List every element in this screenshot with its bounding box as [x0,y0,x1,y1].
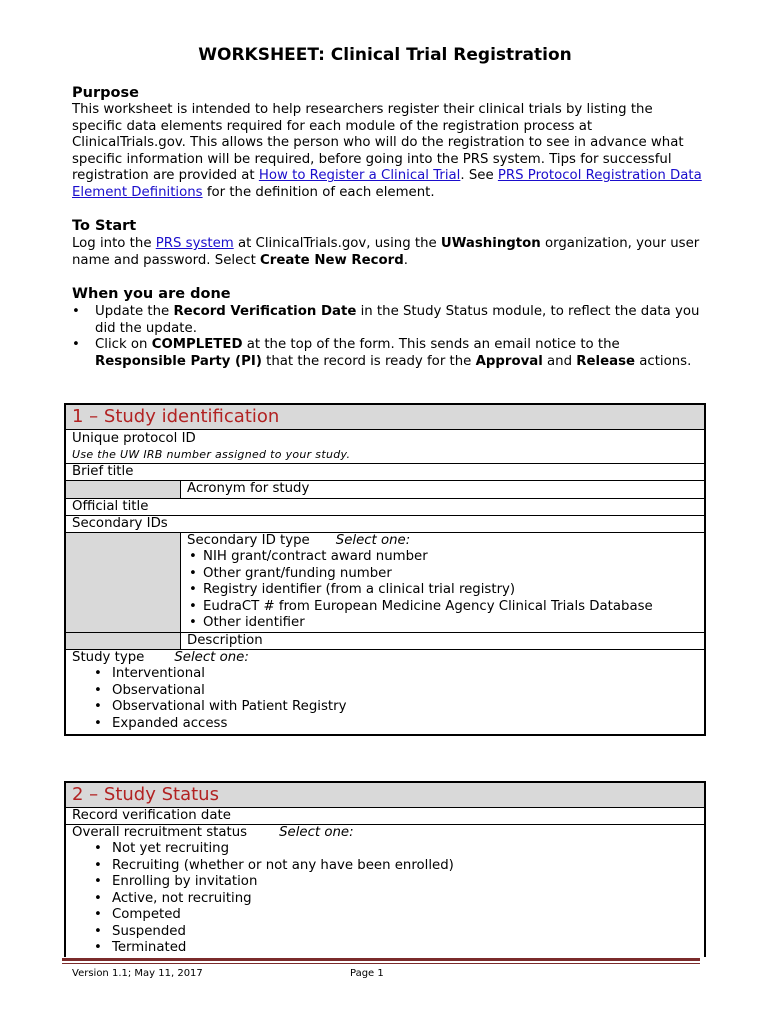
list-item: • Registry identifier (from a clinical trial registry) [187,582,704,599]
section-2-header: 2 – Study Status [66,783,704,808]
description-label: Description [187,632,263,648]
list-item: • Expanded access [90,716,704,733]
unique-protocol-id-hint: Use the UW IRB number assigned to your study. [72,448,351,461]
list-item: • Click on COMPLETED at the top of the form. This sends an email notice to the Responsible Party (PI) that the record is ready for the Approval and Release actions. [72,337,702,370]
list-item: • Active, not recruiting [90,891,704,908]
purpose-heading: Purpose [72,85,139,101]
list-item: • EudraCT # from European Medicine Agency Clinical Trials Database [187,599,704,616]
secondary-id-type-label: Secondary ID type [187,532,310,548]
to-start-text: Log into the PRS system at ClinicalTrials.gov, using the UWashington organization, your user name and password. Select Create New Record. [72,236,700,268]
footer-rule [62,958,700,961]
to-start-heading: To Start [72,218,137,234]
select-one-hint: Select one: [335,532,411,548]
official-title-label: Official title [66,499,704,516]
list-item: • Observational [90,683,704,700]
list-item: • Update the Record Verification Date in the Study Status module, to reflect the data you did the update. [72,304,702,337]
study-type-row [66,650,704,734]
unique-protocol-id-label: Unique protocol ID [72,431,196,446]
when-done-list [72,304,702,370]
page-title: WORKSHEET: Clinical Trial Registration [198,45,572,65]
unique-protocol-id-row [66,430,704,464]
list-item: • Recruiting (whether or not any have been enrolled) [90,858,704,875]
secondary-ids-label: Secondary IDs [66,516,704,533]
list-item: • Observational with Patient Registry [90,699,704,716]
list-item: • Other identifier [187,615,704,632]
list-item: • Terminated [90,940,704,957]
when-done-heading: When you are done [72,286,231,302]
footer-version: Version 1.1; May 11, 2017 [72,968,203,979]
study-status-table [64,781,706,957]
study-type-label: Study type [72,650,145,665]
list-item: • Other grant/funding number [187,566,704,583]
acronym-row [66,481,704,499]
record-verification-date-label: Record verification date [66,808,704,825]
footer-rule-thin [62,963,700,964]
footer-page-number: Page 1 [350,968,384,979]
overall-recruitment-row [66,825,704,957]
study-identification-table [64,403,706,736]
prs-system-link[interactable]: PRS system [155,236,234,251]
purpose-text: This worksheet is intended to help researchers register their clinical trials by listing the specific data elements required for each module of the registration process at ClinicalTrials.gov. This allows the person who will do the registration to see in advance what specific information will be required, before going into the PRS system. Tips for successful registration are provided at How to Register a Clinical Trial. See PRS Protocol Registration Data Element Definitions for the definition of each element. [72,102,702,200]
prs-definitions-link[interactable]: PRS Protocol Registration Data Element Definitions [72,168,702,200]
how-to-register-link[interactable]: How to Register a Clinical Trial [258,168,461,184]
select-one-hint: Select one: [279,825,354,840]
secondary-id-type-row [66,533,704,633]
list-item: • NIH grant/contract award number [187,549,704,566]
brief-title-label: Brief title [66,464,704,481]
acronym-label: Acronym for study [187,481,310,496]
list-item: • Competed [90,907,704,924]
section-1-header: 1 – Study identification [66,405,704,430]
list-item: • Enrolling by invitation [90,874,704,891]
overall-recruitment-label: Overall recruitment status [72,825,248,840]
list-item: • Not yet recruiting [90,841,704,858]
list-item: • Interventional [90,666,704,683]
list-item: • Suspended [90,924,704,941]
description-row [66,633,704,651]
select-one-hint: Select one: [174,650,249,665]
